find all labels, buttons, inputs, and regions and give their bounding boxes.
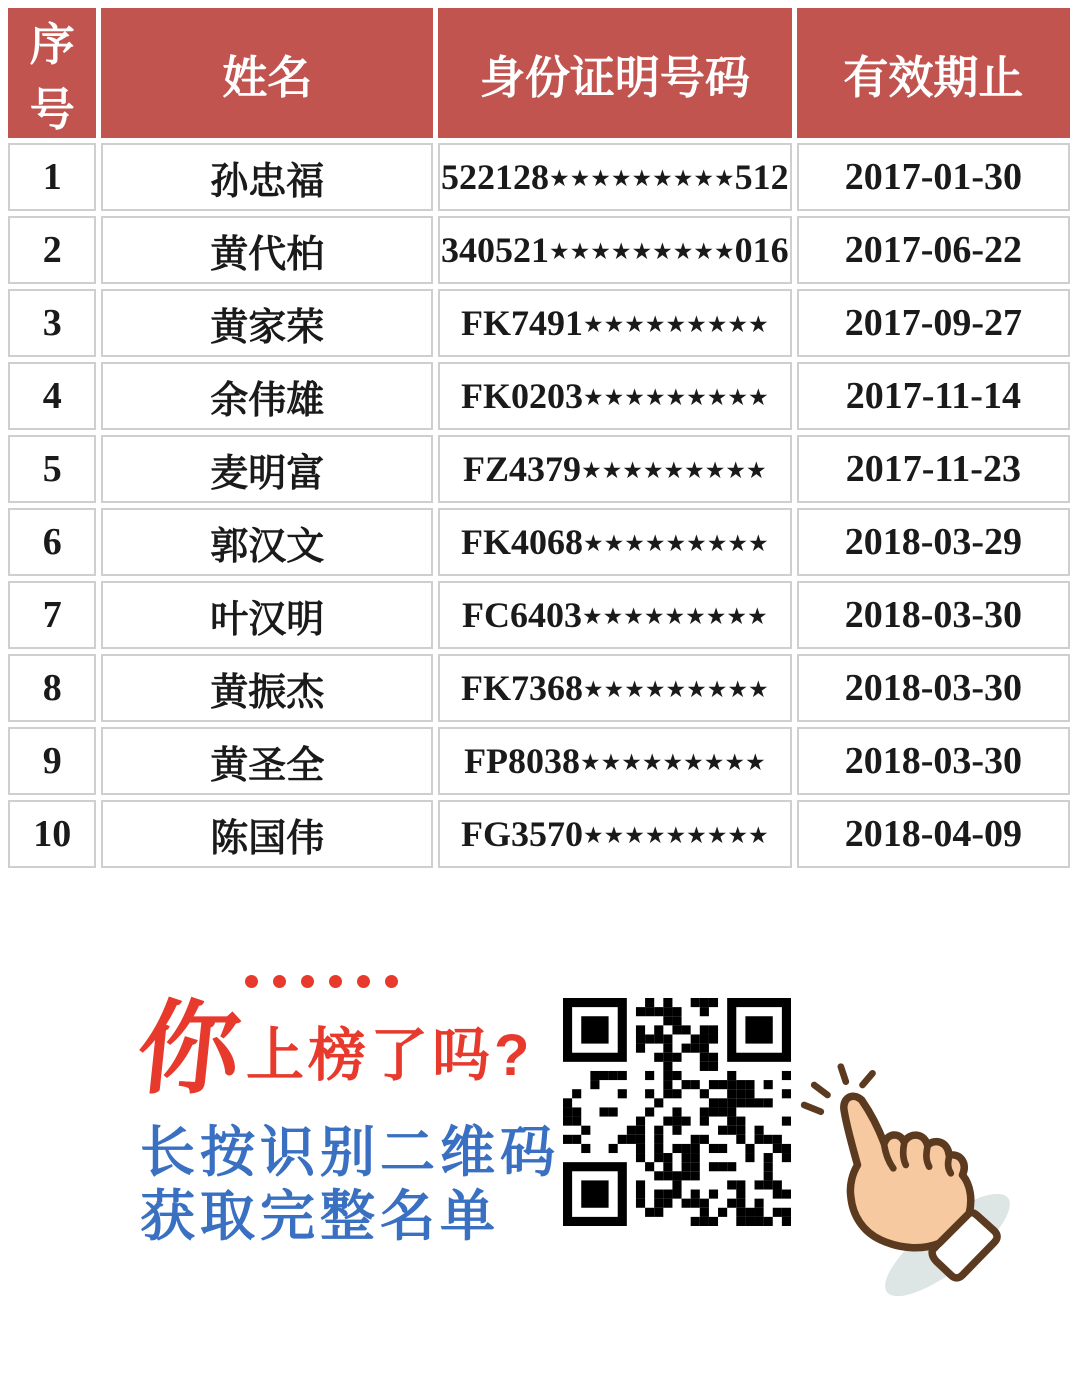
blacklist-table xyxy=(3,3,1075,873)
cell-expiry: 2018-03-30 xyxy=(797,654,1070,722)
cell-expiry: 2018-03-30 xyxy=(797,727,1070,795)
header-serial: 序号 xyxy=(8,8,96,138)
table-row xyxy=(8,289,1070,357)
cell-serial: 3 xyxy=(8,289,96,357)
cell-expiry: 2018-03-29 xyxy=(797,508,1070,576)
cell-serial: 10 xyxy=(8,800,96,868)
cell-name: 叶汉明 xyxy=(101,581,433,649)
cell-expiry: 2018-04-09 xyxy=(797,800,1070,868)
cell-id: FG3570★★★★★★★★★ xyxy=(438,800,792,868)
red-dots-decoration xyxy=(245,975,398,988)
dot xyxy=(329,975,342,988)
header-id-number: 身份证明号码 xyxy=(438,8,792,138)
cell-name: 陈国伟 xyxy=(101,800,433,868)
cell-serial: 5 xyxy=(8,435,96,503)
cell-expiry: 2017-11-23 xyxy=(797,435,1070,503)
cell-name: 麦明富 xyxy=(101,435,433,503)
header-name: 姓名 xyxy=(101,8,433,138)
cell-name: 郭汉文 xyxy=(101,508,433,576)
cell-serial: 6 xyxy=(8,508,96,576)
cell-name: 黄代柏 xyxy=(101,216,433,284)
cell-id: FC6403★★★★★★★★★ xyxy=(438,581,792,649)
cell-serial: 7 xyxy=(8,581,96,649)
cell-id: FZ4379★★★★★★★★★ xyxy=(438,435,792,503)
cell-id: FK7491★★★★★★★★★ xyxy=(438,289,792,357)
promo-footer xyxy=(0,960,1080,1320)
cell-expiry: 2017-09-27 xyxy=(797,289,1070,357)
cell-id: 522128★★★★★★★★★512 xyxy=(438,143,792,211)
dot xyxy=(245,975,258,988)
cell-serial: 9 xyxy=(8,727,96,795)
qr-code[interactable] xyxy=(563,998,791,1226)
cell-name: 余伟雄 xyxy=(101,362,433,430)
cell-serial: 1 xyxy=(8,143,96,211)
dot xyxy=(357,975,370,988)
headline-emphasis: 你 xyxy=(132,992,246,1106)
cell-expiry: 2017-11-14 xyxy=(797,362,1070,430)
cell-name: 孙忠福 xyxy=(101,143,433,211)
table-row xyxy=(8,654,1070,722)
header-row xyxy=(8,8,1070,138)
promo-headline xyxy=(132,992,534,1106)
cell-serial: 2 xyxy=(8,216,96,284)
table-row xyxy=(8,581,1070,649)
cell-serial: 4 xyxy=(8,362,96,430)
cell-expiry: 2017-01-30 xyxy=(797,143,1070,211)
table-row xyxy=(8,800,1070,868)
promo-instructions xyxy=(140,1120,560,1248)
instruction-line-2: 获取完整名单 xyxy=(140,1185,501,1247)
cell-id: 340521★★★★★★★★★016 xyxy=(438,216,792,284)
headline-rest: 上榜了吗? xyxy=(246,1023,534,1088)
header-expiry: 有效期止 xyxy=(797,8,1070,138)
cell-name: 黄圣全 xyxy=(101,727,433,795)
dot xyxy=(385,975,398,988)
cell-expiry: 2017-06-22 xyxy=(797,216,1070,284)
dot xyxy=(273,975,286,988)
table-row xyxy=(8,143,1070,211)
cell-id: FK0203★★★★★★★★★ xyxy=(438,362,792,430)
pointing-hand-icon xyxy=(770,1055,1020,1305)
cell-id: FK4068★★★★★★★★★ xyxy=(438,508,792,576)
table-row xyxy=(8,727,1070,795)
table-row xyxy=(8,216,1070,284)
cell-expiry: 2018-03-30 xyxy=(797,581,1070,649)
table-row xyxy=(8,362,1070,430)
cell-serial: 8 xyxy=(8,654,96,722)
cell-name: 黄振杰 xyxy=(101,654,433,722)
cell-name: 黄家荣 xyxy=(101,289,433,357)
instruction-line-1: 长按识别二维码 xyxy=(140,1121,561,1183)
table-row xyxy=(8,508,1070,576)
cell-id: FK7368★★★★★★★★★ xyxy=(438,654,792,722)
table-row xyxy=(8,435,1070,503)
cell-id: FP8038★★★★★★★★★ xyxy=(438,727,792,795)
dot xyxy=(301,975,314,988)
